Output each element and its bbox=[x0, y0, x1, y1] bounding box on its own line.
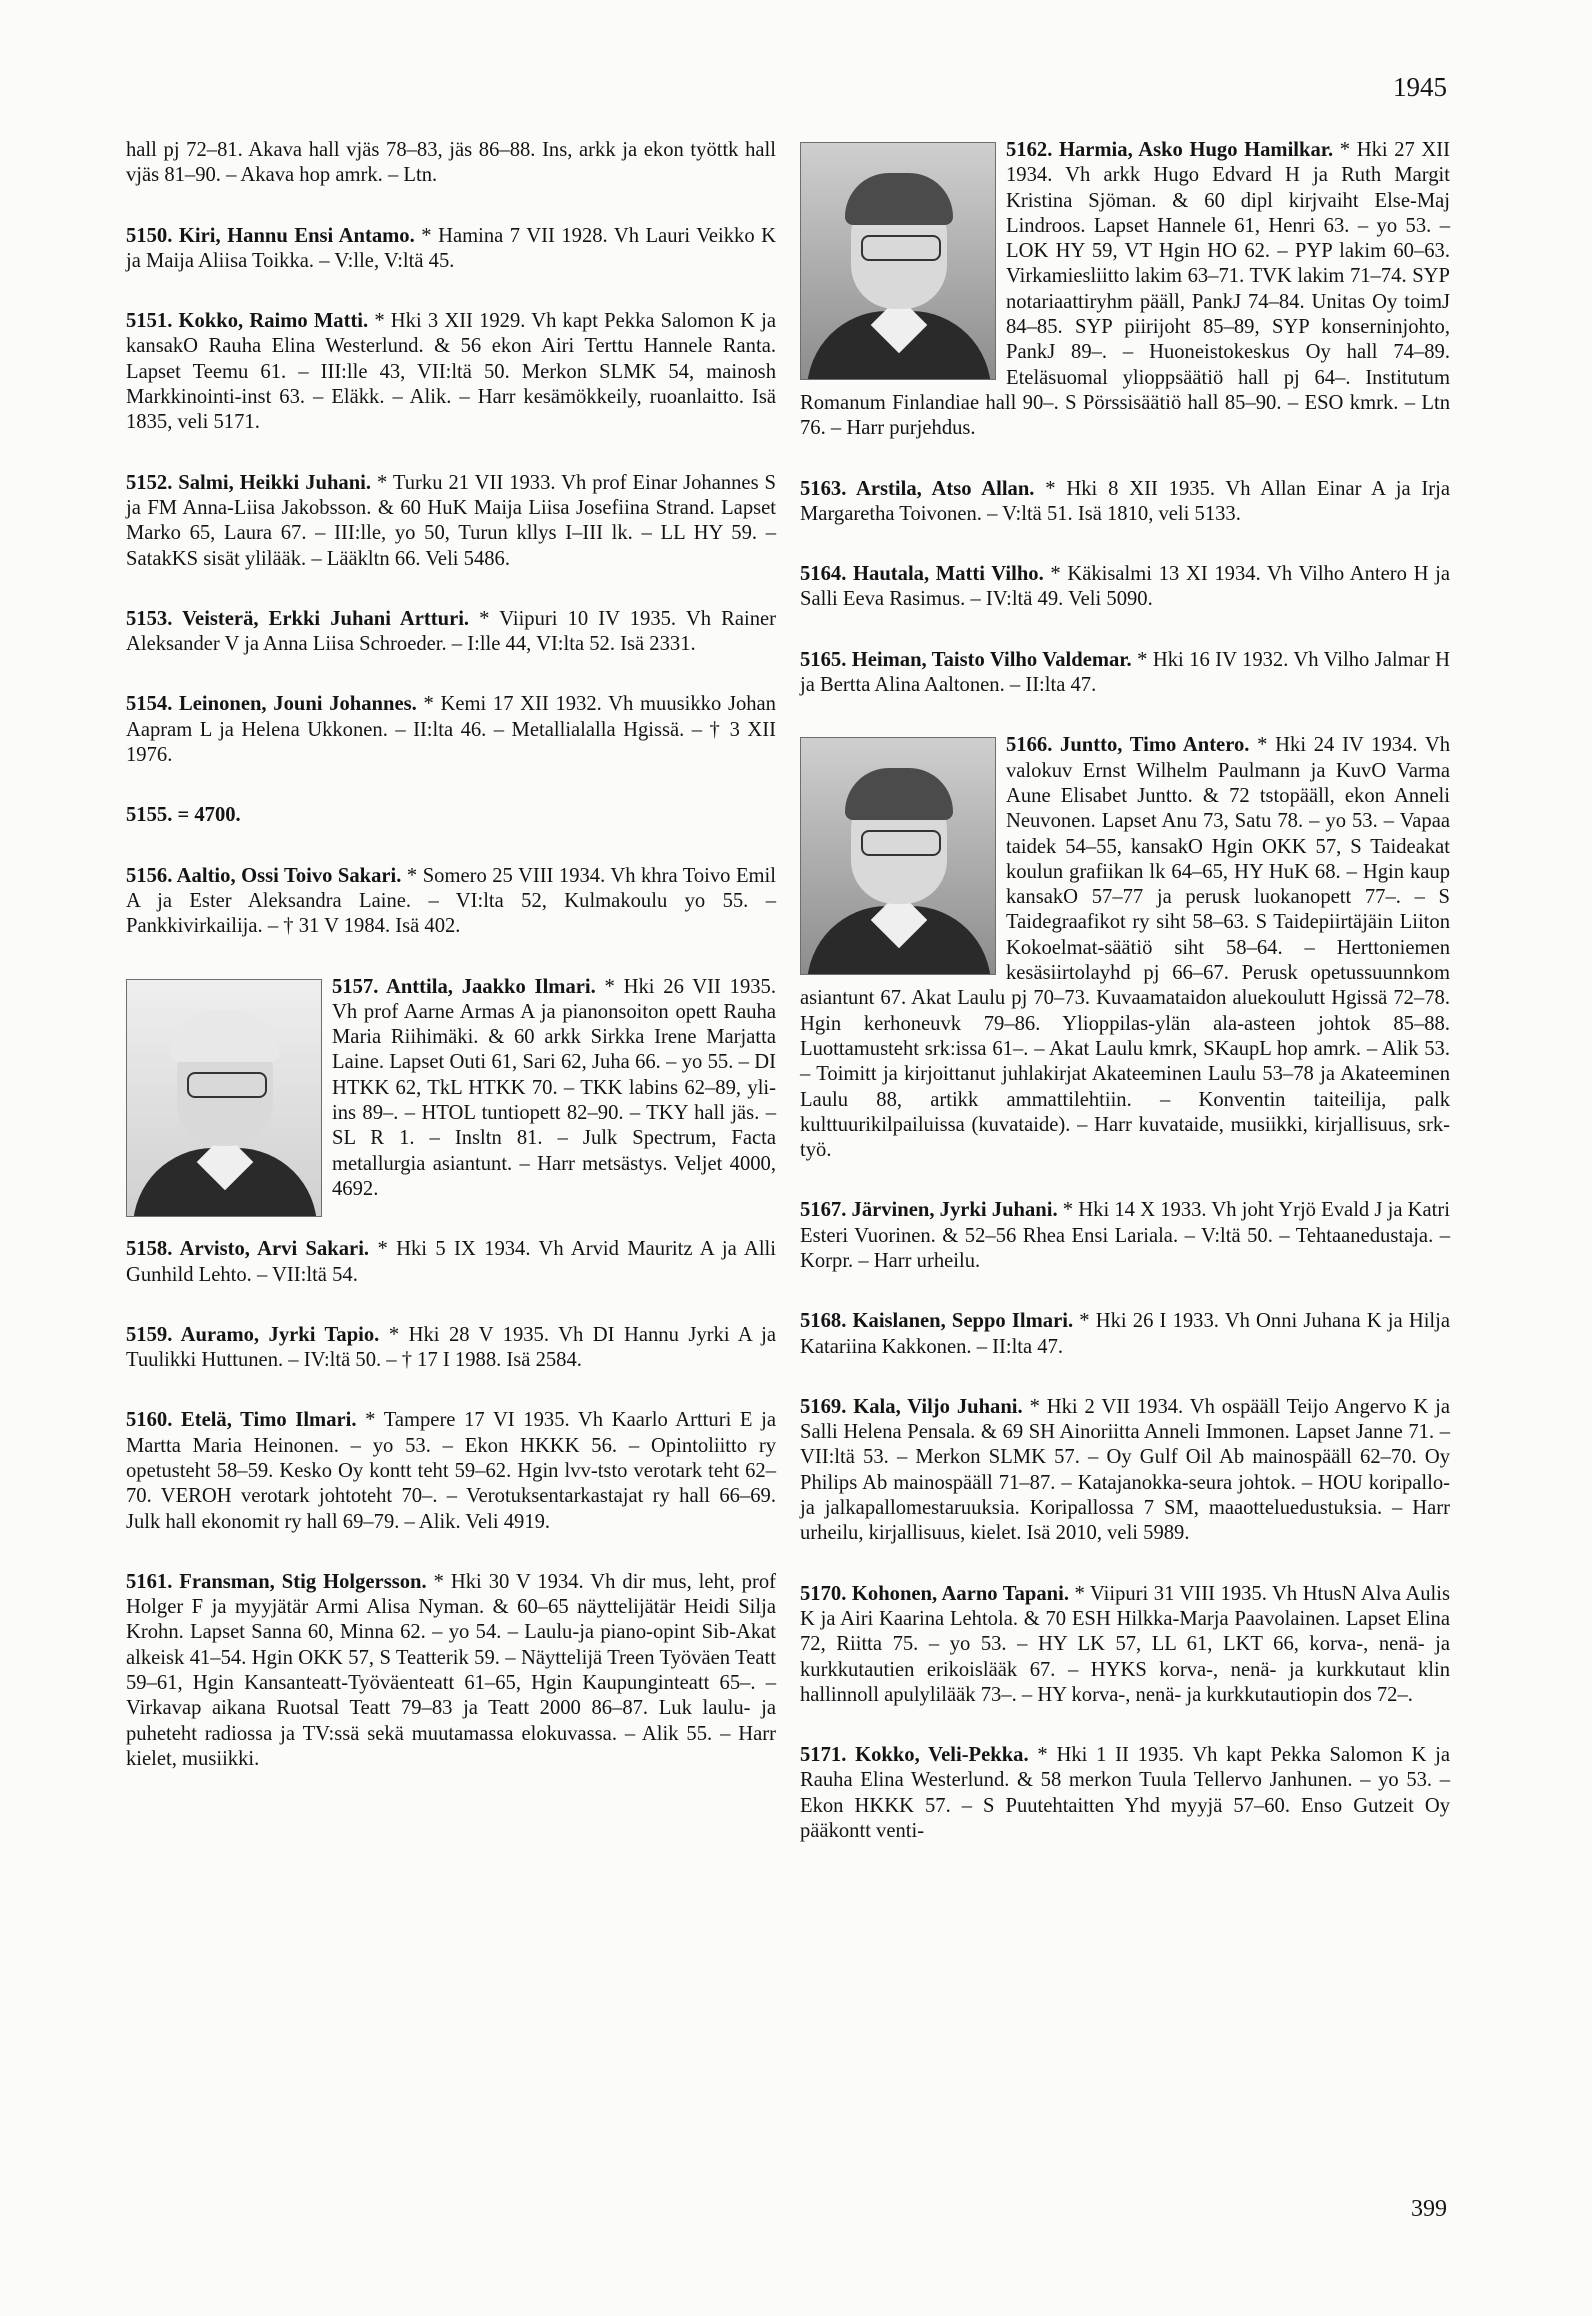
biography-entry bbox=[126, 138, 776, 189]
entry-heading: 5150. Kiri, Hannu Ensi Antamo. bbox=[126, 224, 415, 247]
entry-heading: 5162. Harmia, Asko Hugo Hamilkar. bbox=[1006, 139, 1334, 161]
entry-text: * Hki 1 II 1935. Vh kapt Pekka Salomon K ja Rauha Elina Westerlund. & 58 merkon Tuula Tellervo Janhunen. – yo 53. – Ekon HKKK 57. – S Puutehtaitten Yhd myyjä 57–60. Enso Gutzeit Oy pääkontt venti- bbox=[800, 1744, 1450, 1843]
entry-heading: 5159. Auramo, Jyrki Tapio. bbox=[126, 1323, 380, 1346]
biography-entry bbox=[800, 1309, 1450, 1360]
biography-entry bbox=[126, 692, 776, 768]
entry-heading: 5151. Kokko, Raimo Matti. bbox=[126, 310, 369, 333]
biography-entry bbox=[126, 1408, 776, 1534]
entry-text: * Käkisalmi 13 XI 1934. Vh Vilho Antero H ja Salli Eeva Rasimus. – IV:ltä 49. Veli 5090. bbox=[800, 563, 1450, 611]
portrait-photo-harmia bbox=[800, 142, 996, 380]
entry-heading: 5165. Heiman, Taisto Vilho Valdemar. bbox=[800, 648, 1132, 671]
entry-text: * Somero 25 VIII 1934. Vh khra Toivo Emil A ja Ester Aleksandra Laine. – VI:lta 52, Kulmakoulu yo 55. – Pankkivirkailija. – † 31 V 1984. Isä 402. bbox=[126, 864, 776, 938]
biography-entry bbox=[800, 1395, 1450, 1547]
entry-heading: 5155. = 4700. bbox=[126, 804, 241, 827]
biography-entry bbox=[126, 309, 776, 435]
biography-entry bbox=[800, 562, 1450, 613]
biography-entry bbox=[126, 864, 776, 940]
biography-entry bbox=[126, 471, 776, 572]
entry-text: * Hki 3 XII 1929. Vh kapt Pekka Salomon K ja kansakO Rauha Elina Westerlund. & 56 ekon Airi Terttu Hannele Ranta. Lapset Teemu 61. – III:lle 43, VII:ltä 50. Merkon SLMK 54, mainosh Markkinointi-inst 63. – Eläkk. – Alik. – Harr kesämökkeily, ruoanlaitto. Isä 1835, veli 5171. bbox=[126, 310, 776, 434]
entry-text: * Kemi 17 XII 1932. Vh muusikko Johan Aapram L ja Helena Ukkonen. – II:lta 46. – Metallialalla Hgissä. – † 3 XII 1976. bbox=[126, 693, 776, 767]
portrait-photo-juntto bbox=[800, 737, 996, 975]
biography-entry bbox=[800, 138, 1450, 442]
entry-heading: 5170. Kohonen, Aarno Tapani. bbox=[800, 1582, 1069, 1605]
entry-text: * Hki 26 I 1933. Vh Onni Juhana K ja Hilja Katariina Kakkonen. – II:lta 47. bbox=[800, 1310, 1450, 1358]
entry-heading: 5171. Kokko, Veli-Pekka. bbox=[800, 1744, 1029, 1767]
entry-heading: 5152. Salmi, Heikki Juhani. bbox=[126, 471, 372, 494]
entry-text: * Hki 27 XII 1934. Vh arkk Hugo Edvard H ja Ruth Margit Kristina Sjöman. & 60 dipl kirjvaiht Else-Maj Lindroos. Lapset Hannele 61, Henri 63. – yo 53. – LOK HY 59, VT Hgin HO 62. – PYP lakim 60–63. Virkamiesliitto lakim 63–71. TVK lakim 71–74. SYP notariaattiryhm pääll, PankJ 74–84. Unitas Oy toimJ 84–85. SYP piirijoht 85–89, SYP konserninjohto, PankJ 89–. – Huoneistokeskus Oy hall 74–89. Eteläsuomal ylioppsäätiö hall pj 64–. Institutum Romanum Finlandiae hall 90–. S Pörssisäätiö hall 85–90. – ESO kmrk. – Ltn 76. – Harr purjehdus. bbox=[800, 139, 1450, 440]
entry-heading: 5154. Leinonen, Jouni Johannes. bbox=[126, 693, 417, 716]
entry-text: * Hki 30 V 1934. Vh dir mus, leht, prof Holger F ja myyjätär Armi Alisa Nyman. & 60–65 näyttelijätär Heidi Silja Krohn. Lapset Sanna 60, Minna 62. – yo 54. – Laulu-ja piano-opint Sib-Akat alkeisk 41–54. Hgin OKK 57, S Teatterik 59. – Näyttelijä Treen Työväen Teatt 59–61, Hgin Kansanteatt-Työväenteatt 61–65, Hgin Kaupunginteatt 65–. – Virkavap aikana Ruotsal Teatt 79–83 ja Teatt 2000 86–87. Luk laulu- ja puheteht radiossa ja TV:ssä sekä muutamassa elokuvassa. – Alik 55. – Harr kielet, musiikki. bbox=[126, 1570, 776, 1770]
entry-heading: 5163. Arstila, Atso Allan. bbox=[800, 477, 1035, 500]
biography-entry bbox=[800, 477, 1450, 528]
left-column bbox=[126, 138, 776, 1807]
entry-text: * Hki 24 IV 1934. Vh valokuv Ernst Wilhelm Paulmann ja KuvO Varma Aune Elisabet Juntto. & 72 tstopääll, ekon Anneli Neuvonen. Lapset Anu 73, Satu 78. – yo 53. – Vapaa taidek 54–55, kansakO Hgin OKK 57, S Taideakat koulun grafiikan lk 64–65, HY HuK 68. – Hgin kaup kansakO 57–77 ja perusk luokanopett 77–. – S Taidegraafikot ry siht 58–63. S Taidepiirtäjäin Liiton Kokoelmat-säätiö siht 58–64. – Herttoniemen kesäsiirtolayhd pj 66–67. Perusk opetussuunnkom asiantunt 67. Akat Laulu pj 70–73. Kuvaamataidon aluekoulutt Hgissä 72–78. Hgin kerhoneuvk 79–86. Ylioppilas-ylän ala-asteen johtok 85–88. Luottamusteht srk:issa 61–. – Akat Laulu kmrk, SKaupL hop amrk. – Alik 53. – Toimitt ja kirjoittanut juhlakirjat Akateeminen Laulu 53–78 ja Akateeminen Laulu 88, artikk ammattilehtiin. – Konventin taiteilija, palk kulttuurikilpailuissa (kuvataide). – Harr kuvataide, musiikki, kirjallisuus, srk-työ. bbox=[800, 734, 1450, 1162]
page-year-header: 1945 bbox=[1393, 72, 1447, 102]
entry-heading: 5158. Arvisto, Arvi Sakari. bbox=[126, 1238, 370, 1261]
page-number: 399 bbox=[1411, 2196, 1447, 2222]
entry-heading: 5161. Fransman, Stig Holgersson. bbox=[126, 1570, 427, 1593]
biography-entry bbox=[126, 975, 776, 1203]
entry-text: * Hki 14 X 1933. Vh joht Yrjö Evald J ja Katri Esteri Vuorinen. & 52–56 Rhea Ensi Lariala. – V:ltä 50. – Tehtaanedustaja. – Korpr. – Harr urheilu. bbox=[800, 1199, 1450, 1272]
entry-text: * Hki 8 XII 1935. Vh Allan Einar A ja Irja Margaretha Toivonen. – V:ltä 51. Isä 1810, veli 5133. bbox=[800, 477, 1450, 525]
entry-text: * Tampere 17 VI 1935. Vh Kaarlo Artturi E ja Martta Maria Heinonen. – yo 53. – Ekon HKKK 56. – Opintoliitto ry opetusteht 58–59. Kesko Oy kontt teht 59–62. Hgin lvv-tsto verotark teht 62–70. VEROH verotark johtoteht 70–. – Verotuksentarkastajat ry hall 66–69. Julk hall ekonomit ry hall 69–79. – Alik. Veli 4919. bbox=[126, 1409, 776, 1533]
portrait-photo-anttila bbox=[126, 979, 322, 1217]
entry-heading: 5166. Juntto, Timo Antero. bbox=[1006, 734, 1250, 757]
right-column bbox=[800, 138, 1450, 1879]
entry-heading: 5167. Järvinen, Jyrki Juhani. bbox=[800, 1199, 1058, 1222]
biography-entry bbox=[800, 1582, 1450, 1708]
biography-entry bbox=[126, 607, 776, 658]
entry-text: * Hki 5 IX 1934. Vh Arvid Mauritz A ja Alli Gunhild Lehto. – VII:ltä 54. bbox=[126, 1238, 776, 1286]
biography-entry bbox=[126, 1570, 776, 1772]
biography-entry bbox=[126, 1237, 776, 1288]
biography-entry bbox=[126, 803, 776, 828]
entry-text: * Hki 16 IV 1932. Vh Vilho Jalmar H ja Bertta Alina Aaltonen. – II:lta 47. bbox=[800, 648, 1450, 697]
entry-text: * Hamina 7 VII 1928. Vh Lauri Veikko K ja Maija Aliisa Toikka. – V:lle, V:ltä 45. bbox=[126, 224, 777, 272]
entry-text: * Viipuri 31 VIII 1935. Vh HtusN Alva Aulis K ja Airi Kaarina Lehtola. & 70 ESH Hilkka-Marja Paavolainen. Lapset Elina 72, Riitta 75. – yo 53. – HY LK 57, LL 61, LKT 66, korva-, nenä- ja kurkkutautien erikoislääk 67. – HYKS korva-, nenä- ja kurkkutaut klin hallinnoll apulylilääk 73–. – HY korva-, nenä- ja kurkkutautiopin dos 72–. bbox=[800, 1582, 1450, 1706]
entry-heading: 5153. Veisterä, Erkki Juhani Artturi. bbox=[126, 607, 470, 630]
entry-text: * Turku 21 VII 1933. Vh prof Einar Johannes S ja FM Anna-Liisa Jakobsson. & 60 HuK Maija Liisa Josefiina Strand. Lapset Marko 65, Laura 67. – III:lle, yo 50, Turun kllys I–III lk. – LL HY 59. – SatakKS sisät ylilääk. – Lääkltn 66. Veli 5486. bbox=[126, 471, 776, 570]
entry-heading: 5164. Hautala, Matti Vilho. bbox=[800, 563, 1044, 586]
biography-entry bbox=[126, 224, 776, 275]
entry-heading: 5157. Anttila, Jaakko Ilmari. bbox=[332, 975, 596, 998]
entry-text: * Viipuri 10 IV 1935. Vh Rainer Aleksander V ja Anna Liisa Schroeder. – I:lle 44, VI:lta 52. Isä 2331. bbox=[126, 607, 776, 656]
entry-heading: 5160. Etelä, Timo Ilmari. bbox=[126, 1409, 357, 1432]
biography-entry bbox=[800, 1743, 1450, 1844]
entry-text: * Hki 26 VII 1935. Vh prof Aarne Armas A ja pianonsoiton opett Rauha Maria Riihimäki. & 60 arkk Sirkka Irene Marjatta Laine. Lapset Outi 61, Sari 62, Juha 66. – yo 55. – DI HTKK 62, TkL HTKK 70. – TKK labins 62–89, yli-ins 89–. – HTOL tuntiopett 82–90. – TKY hall jäs. – SL R 1. – Insltn 81. – Julk Spectrum, Facta metallurgia asiantunt. – Harr metsästys. Veljet 4000, 4692. bbox=[332, 975, 776, 1200]
entry-text: hall pj 72–81. Akava hall vjäs 78–83, jäs 86–88. Ins, arkk ja ekon työttk hall vjäs 81–90. – Akava hop amrk. – Ltn. bbox=[126, 139, 776, 187]
biography-entry bbox=[126, 1323, 776, 1374]
entry-text: * Hki 28 V 1935. Vh DI Hannu Jyrki A ja Tuulikki Huttunen. – IV:ltä 50. – † 17 I 1988. Isä 2584. bbox=[126, 1323, 776, 1372]
entry-heading: 5168. Kaislanen, Seppo Ilmari. bbox=[800, 1310, 1074, 1333]
biography-entry bbox=[800, 733, 1450, 1163]
entry-heading: 5156. Aaltio, Ossi Toivo Sakari. bbox=[126, 864, 402, 887]
entry-text: * Hki 2 VII 1934. Vh ospääll Teijo Angervo K ja Salli Helena Pensala. & 69 SH Ainoriitta Anneli Immonen. Lapset Janne 71. – VII:ltä 53. – Merkon SLMK 57. – Oy Gulf Oil Ab mainospääll 62–70. Oy Philips Ab mainospääll 71–87. – Katajanokka-seura johtok. – HOU koripallo- ja jalkapallomestaruuksia. Koripallossa 7 SM, maaotteluedustuksia. – Harr urheilu, kirjallisuus, kielet. Isä 2010, veli 5989. bbox=[800, 1395, 1451, 1545]
entry-heading: 5169. Kala, Viljo Juhani. bbox=[800, 1395, 1023, 1418]
biography-entry bbox=[800, 648, 1450, 699]
biography-entry bbox=[800, 1198, 1450, 1274]
